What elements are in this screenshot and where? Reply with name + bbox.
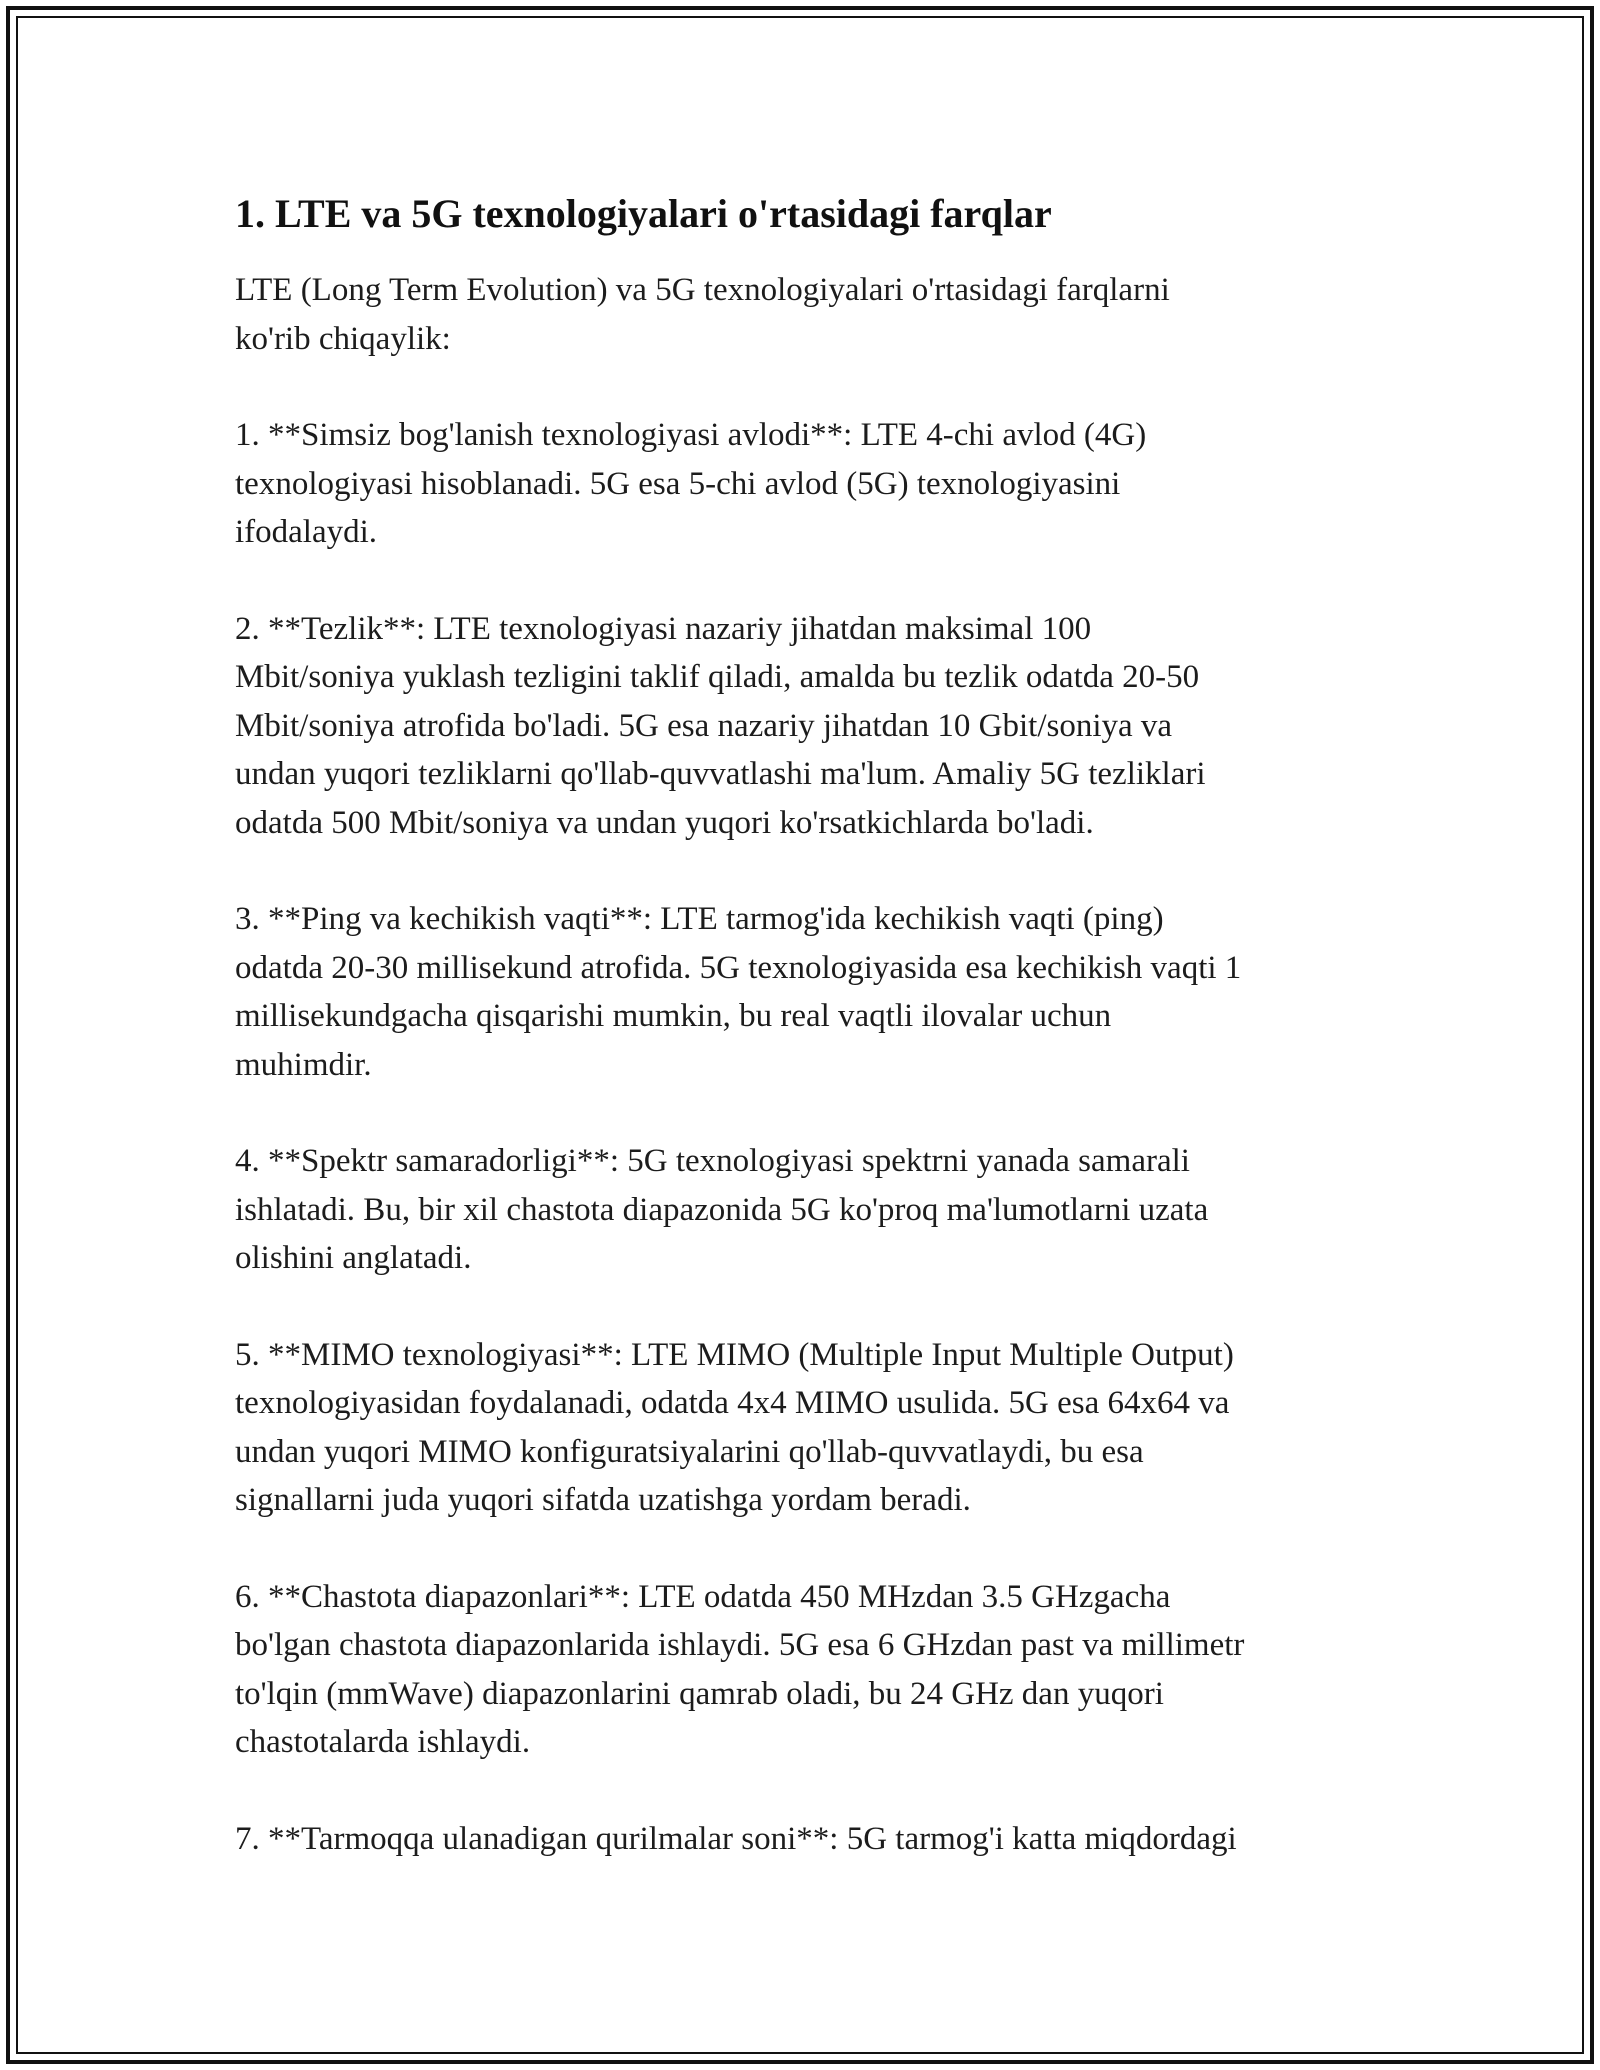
list-item-6: [235, 1573, 1375, 1767]
item-line: muhimdir.: [235, 1046, 372, 1083]
intro-line: LTE (Long Term Evolution) va 5G texnologiyalari o'rtasidagi farqlarni: [235, 272, 1170, 308]
item-line: undan yuqori MIMO konfiguratsiyalarini qo'llab-quvvatlaydi, bu esa: [235, 1433, 1144, 1470]
list-item-3: [235, 895, 1375, 1089]
item-line: texnologiyasi hisoblanadi. 5G esa 5-chi avlod (5G) texnologiyasini: [235, 465, 1121, 502]
item-line: signallarni juda yuqori sifatda uzatishga yordam beradi.: [235, 1482, 971, 1518]
item-line: 3. **Ping va kechikish vaqti**: LTE tarmog'ida kechikish vaqti (ping): [235, 901, 1164, 937]
item-line: 2. **Tezlik**: LTE texnologiyasi nazariy jihatdan maksimal 100: [235, 610, 1092, 647]
intro-paragraph: [235, 266, 1375, 363]
item-line: odatda 500 Mbit/soniya va undan yuqori ko'rsatkichlarda bo'ladi.: [235, 804, 1094, 841]
document-body: [235, 188, 1375, 1863]
list-item-5: [235, 1331, 1375, 1525]
list-item-4: [235, 1137, 1375, 1283]
item-line: ishlatadi. Bu, bir xil chastota diapazonida 5G ko'proq ma'lumotlarni uzata: [235, 1191, 1209, 1228]
item-line: bo'lgan chastota diapazonlarida ishlaydi. 5G esa 6 GHzdan past va millimetr: [235, 1627, 1245, 1663]
item-line: undan yuqori tezliklarni qo'llab-quvvatlashi ma'lum. Amaliy 5G tezliklari: [235, 756, 1206, 792]
item-line: 7. **Tarmoqqa ulanadigan qurilmalar soni**: 5G tarmog'i katta miqdordagi: [235, 1820, 1237, 1857]
item-line: 1. **Simsiz bog'lanish texnologiyasi avlodi**: LTE 4-chi avlod (4G): [235, 417, 1147, 453]
item-line: 6. **Chastota diapazonlari**: LTE odatda 450 MHzdan 3.5 GHzgacha: [235, 1578, 1171, 1615]
list-item-1: [235, 411, 1375, 557]
item-line: Mbit/soniya atrofida bo'ladi. 5G esa nazariy jihatdan 10 Gbit/soniya va: [235, 707, 1173, 744]
list-item-7: [235, 1815, 1375, 1864]
item-line: 5. **MIMO texnologiyasi**: LTE MIMO (Multiple Input Multiple Output): [235, 1336, 1234, 1373]
intro-line: ko'rib chiqaylik:: [235, 320, 451, 357]
document-title: 1. LTE va 5G texnologiyalari o'rtasidagi farqlar: [235, 191, 1052, 236]
item-line: to'lqin (mmWave) diapazonlarini qamrab oladi, bu 24 GHz dan yuqori: [235, 1675, 1164, 1712]
item-line: ifodalaydi.: [235, 514, 378, 550]
item-line: texnologiyasidan foydalanadi, odatda 4x4 MIMO usulida. 5G esa 64x64 va: [235, 1385, 1230, 1421]
item-line: 4. **Spektr samaradorligi**: 5G texnologiyasi spektrni yanada samarali: [235, 1143, 1190, 1179]
item-line: chastotalarda ishlaydi.: [235, 1724, 531, 1760]
item-line: olishini anglatadi.: [235, 1240, 472, 1276]
item-line: millisekundgacha qisqarishi mumkin, bu real vaqtli ilovalar uchun: [235, 998, 1112, 1034]
list-item-2: [235, 605, 1375, 848]
item-line: Mbit/soniya yuklash tezligini taklif qiladi, amalda bu tezlik odatda 20-50: [235, 659, 1200, 695]
item-line: odatda 20-30 millisekund atrofida. 5G texnologiyasida esa kechikish vaqti 1: [235, 949, 1242, 986]
